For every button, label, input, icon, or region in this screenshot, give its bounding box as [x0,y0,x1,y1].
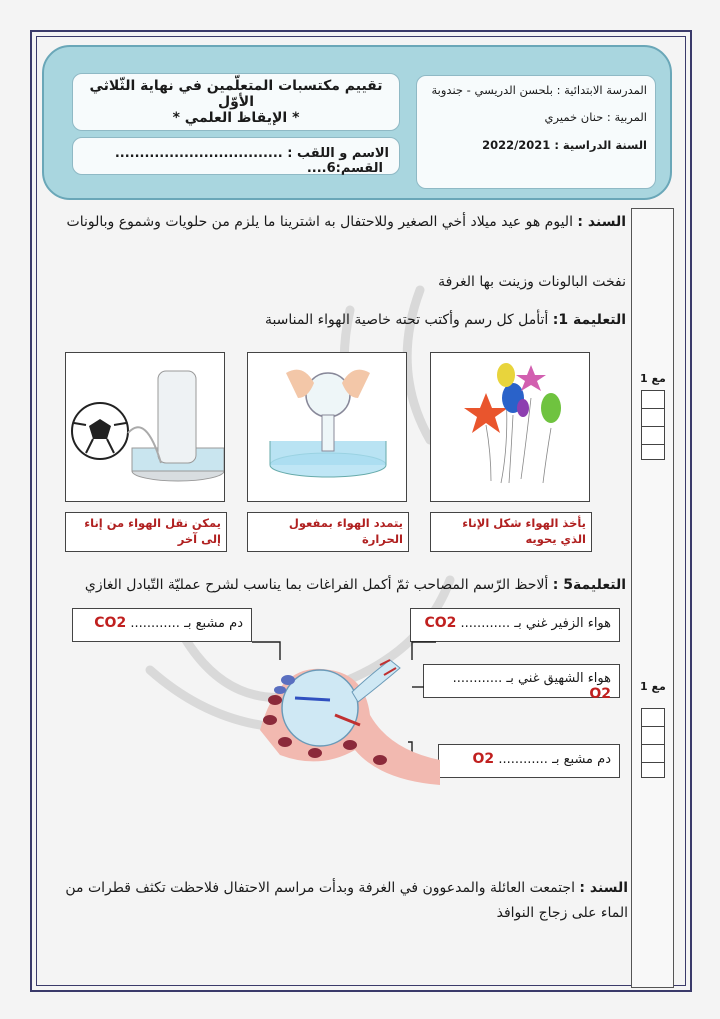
doc2-label: السند : [579,880,628,896]
caption-2[interactable]: يتمدد الهواء بمفعول الحرارة [247,512,409,552]
name-field[interactable]: الاسم و اللقب : .................................. [114,146,389,161]
class-field[interactable]: القسم:6.... [306,161,383,176]
inhale-label: هواء الشهيق غني بـ [506,671,611,686]
doc2-text: اجتمعت العائلة والمدعوون في الغرفة وبدأت مراسم الاحتفال فلاحظت تكثف قطرات من الماء على زجاج النوافذ [65,880,628,921]
doc1-label: السند : [577,214,626,230]
criterion-1-label: مع 1 [640,372,666,385]
school-name: المدرسة الابتدائية : بلحسن الدريسي - جندوبة [431,83,647,97]
instruction5-text: ألاحظ الرّسم المصاحب ثمّ أكمل الفراغات بما يناسب لشرح عمليّة التّبادل الغازي [84,577,549,593]
blood-o2-label: دم مشبع بـ [552,752,611,767]
blood-o2-blank[interactable] [438,744,620,778]
blood-co2-blank[interactable] [72,608,252,642]
blood-o2-dots: ............ [498,752,548,767]
title-box [72,73,400,131]
school-info-box [416,75,656,189]
alveolus-diagram [240,620,450,790]
blood-co2-answer: CO2 [94,615,127,631]
instruction5-label: التعليمة5 : [552,577,626,593]
blood-o2-answer: O2 [472,751,495,767]
exhale-dots: ............ [460,616,511,631]
blood-co2-label: دم مشبع بـ [184,616,243,631]
inhale-blank[interactable] [423,664,620,702]
balloons-icon [431,353,589,501]
exhale-label: هواء الزفير غني بـ [514,616,611,631]
instruction1-text: أتأمل كل رسم وأكتب تحته خاصية الهواء المناسبة [264,312,549,328]
exam-subject: * الإيقاظ العلمي * [172,110,300,126]
blood-co2-dots: ............ [130,616,180,631]
instruction-5 [40,575,626,596]
balloons-image [430,352,590,502]
exhale-answer: CO2 [424,615,457,631]
heated-flask-image [247,352,407,502]
header-banner [42,45,672,200]
criterion-2-label: مع 1 [640,680,666,693]
school-year: السنة الدراسية : 2022/2021 [482,137,647,152]
instruction1-label: التعليمة 1: [552,312,626,328]
doc1-text: اليوم هو عيد ميلاد أخي الصغير وللاحتفال به اشترينا ما يلزم من حلويات وشموع وبالونات [66,214,573,230]
ball-bottle-icon [66,353,224,501]
inhale-dots: ............ [452,671,503,686]
inhale-answer: O2 [589,686,611,702]
doc1-line2: نفخت البالونات وزينت بها الغرفة [438,274,626,290]
score-column [631,208,674,988]
student-name-box [72,137,400,175]
caption-3[interactable]: يمكن نقل الهواء من إناء إلى آخر [65,512,227,552]
ball-bottle-image [65,352,225,502]
score-box-2[interactable] [641,708,665,778]
teacher-name: المربية : حنان خميري [544,110,647,125]
flask-heat-icon [248,353,406,501]
score-box-1[interactable] [641,390,665,460]
document-1 [58,210,626,235]
caption-1[interactable]: يأخذ الهواء شكل الإناء الذي يحويه [430,512,592,552]
document-2 [58,876,628,925]
instruction-1 [58,310,626,331]
exam-title: تقييم مكتسبات المتعلّمين في نهاية الثّلاثي الأوّل [89,78,383,110]
